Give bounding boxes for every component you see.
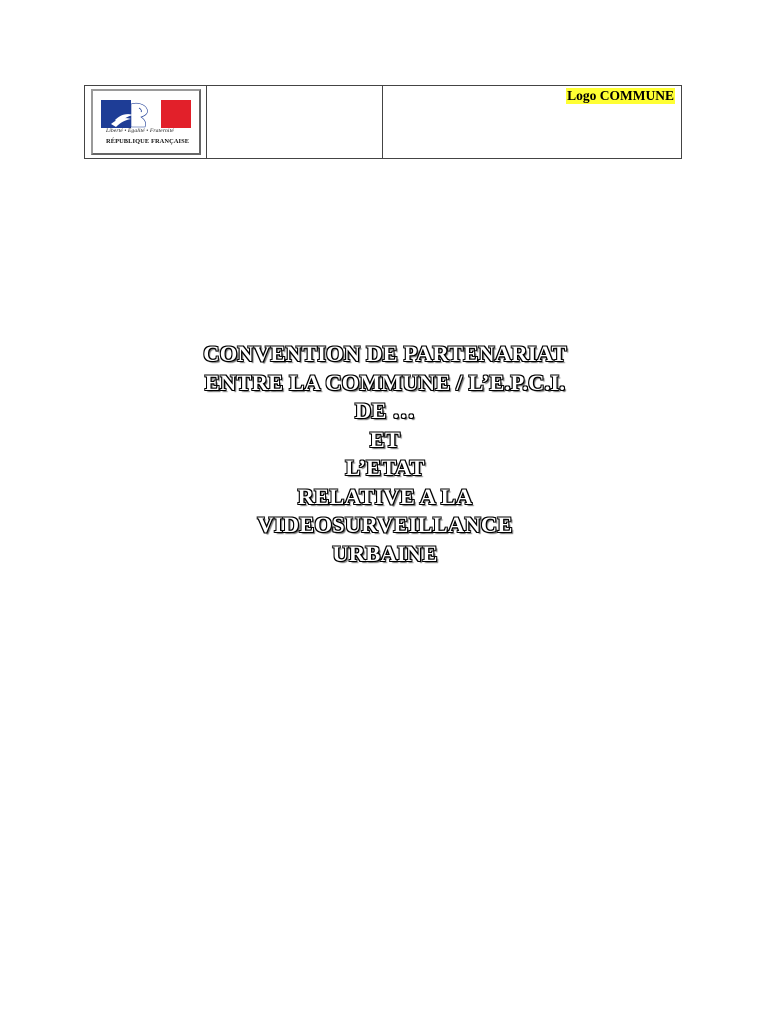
title-line: URBAINE [332,540,438,566]
title-line: L’ETAT [345,455,425,480]
commune-logo-placeholder: Logo COMMUNE [567,88,674,103]
header-empty-cell [207,86,383,158]
republic-motto: Liberté • Égalité • Fraternité [106,128,174,134]
commune-logo-cell [383,86,681,158]
title-line: CONVENTION DE PARTENARIAT [203,341,567,366]
title-line: ET [369,426,401,452]
title-line: DE … [354,398,416,423]
marianne-flag-icon [101,100,191,128]
document-title [0,340,770,568]
title-line: RELATIVE A LA [297,483,473,509]
republic-name: RÉPUBLIQUE FRANÇAISE [106,138,190,145]
title-line: ENTRE LA COMMUNE / L’E.P.C.I. [204,369,566,395]
title-line: VIDEOSURVEILLANCE [257,512,513,537]
